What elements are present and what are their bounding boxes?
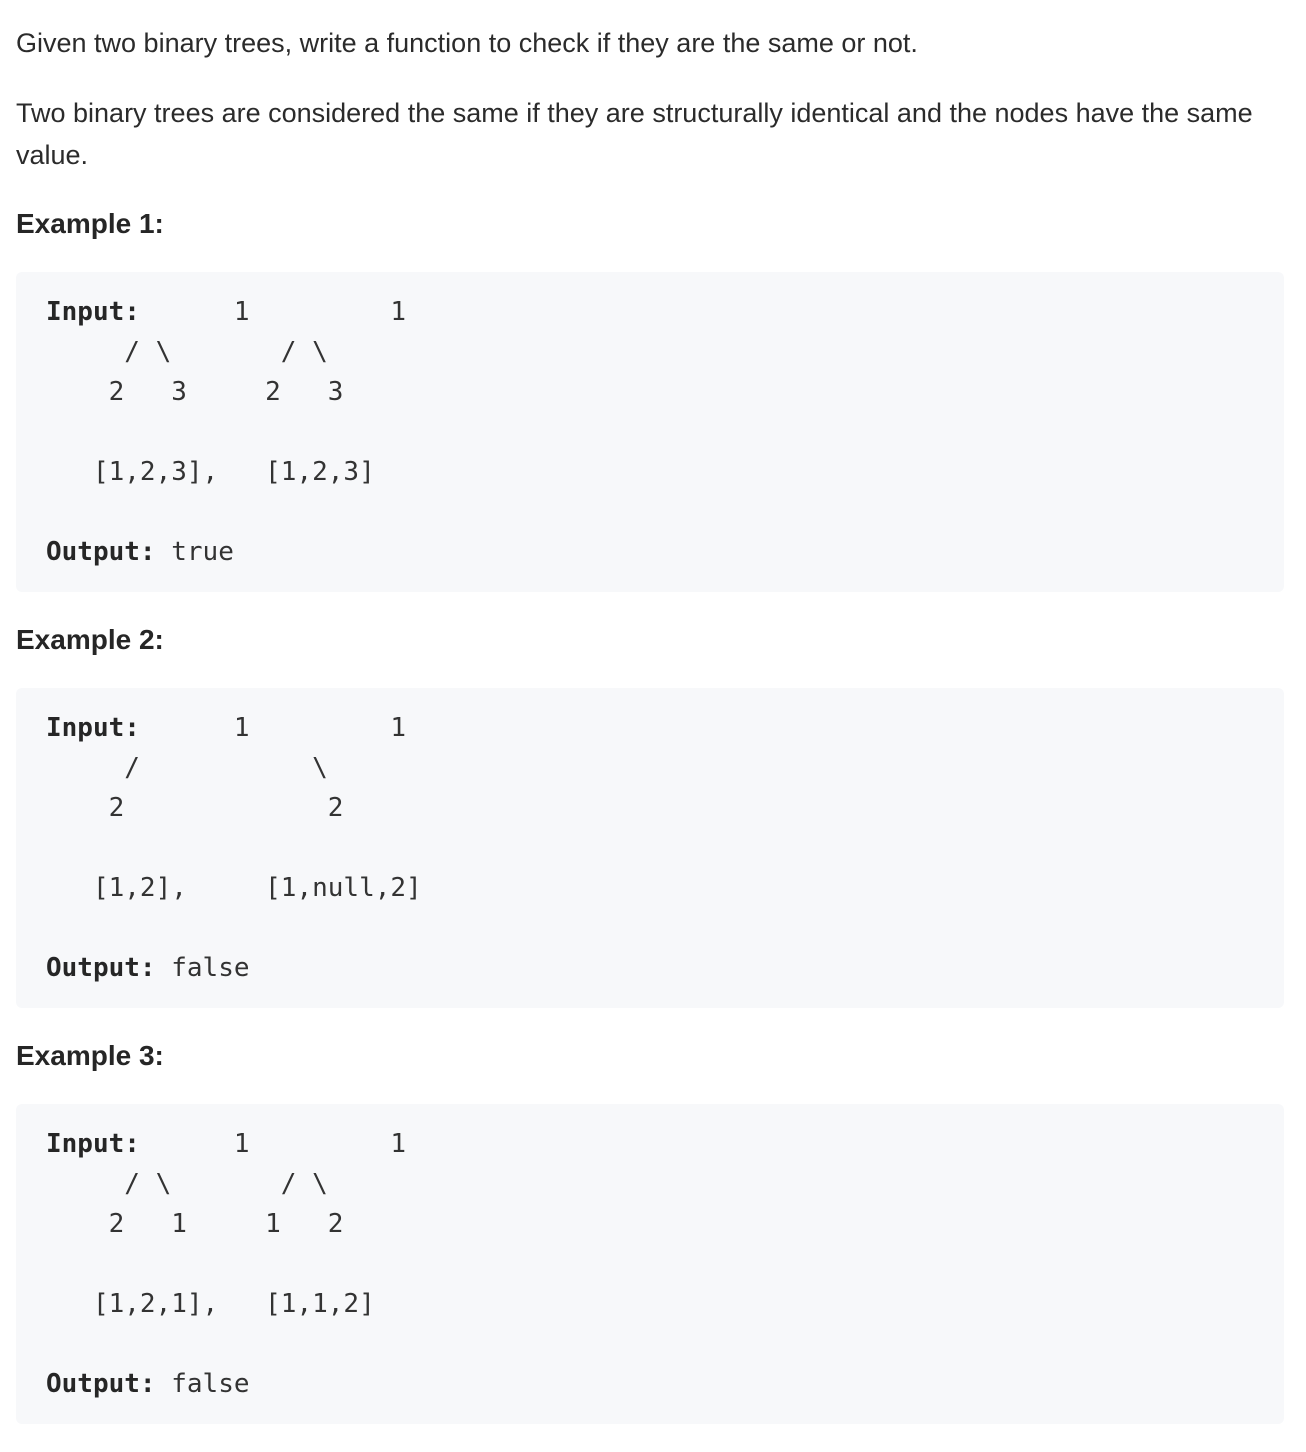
example-3-heading: Example 3: — [16, 1040, 164, 1071]
output-label: Output: — [46, 953, 156, 983]
problem-definition: Two binary trees are considered the same if they are structurally identical and the nodes have the same value. — [16, 98, 1253, 170]
example-2-code — [46, 708, 422, 988]
input-label: Input: — [46, 297, 140, 327]
example-3-trees: 1 1 / \ / \ 2 1 1 2 [1,2,1], [1,1,2] — [92, 1129, 407, 1319]
example-1-trees: 1 1 / \ / \ 2 3 2 3 [1,2,3], [1,2,3] — [92, 297, 407, 487]
example-1-block — [16, 272, 1284, 592]
example-2-heading: Example 2: — [16, 624, 164, 655]
example-2-trees: 1 1 / \ 2 2 [1,2], [1,null,2] — [92, 713, 422, 903]
input-label: Input: — [46, 1129, 140, 1159]
example-2-output: false — [171, 953, 250, 983]
example-3-output: false — [171, 1369, 250, 1399]
problem-statement: Given two binary trees, write a function to check if they are the same or not. — [16, 28, 918, 58]
example-2-block — [16, 688, 1284, 1008]
output-label: Output: — [46, 1369, 156, 1399]
example-3-code — [46, 1124, 406, 1404]
example-1-heading: Example 1: — [16, 208, 164, 239]
example-3-block — [16, 1104, 1284, 1424]
output-label: Output: — [46, 537, 156, 567]
example-1-code — [46, 292, 406, 572]
example-1-output: true — [171, 537, 234, 567]
input-label: Input: — [46, 713, 140, 743]
